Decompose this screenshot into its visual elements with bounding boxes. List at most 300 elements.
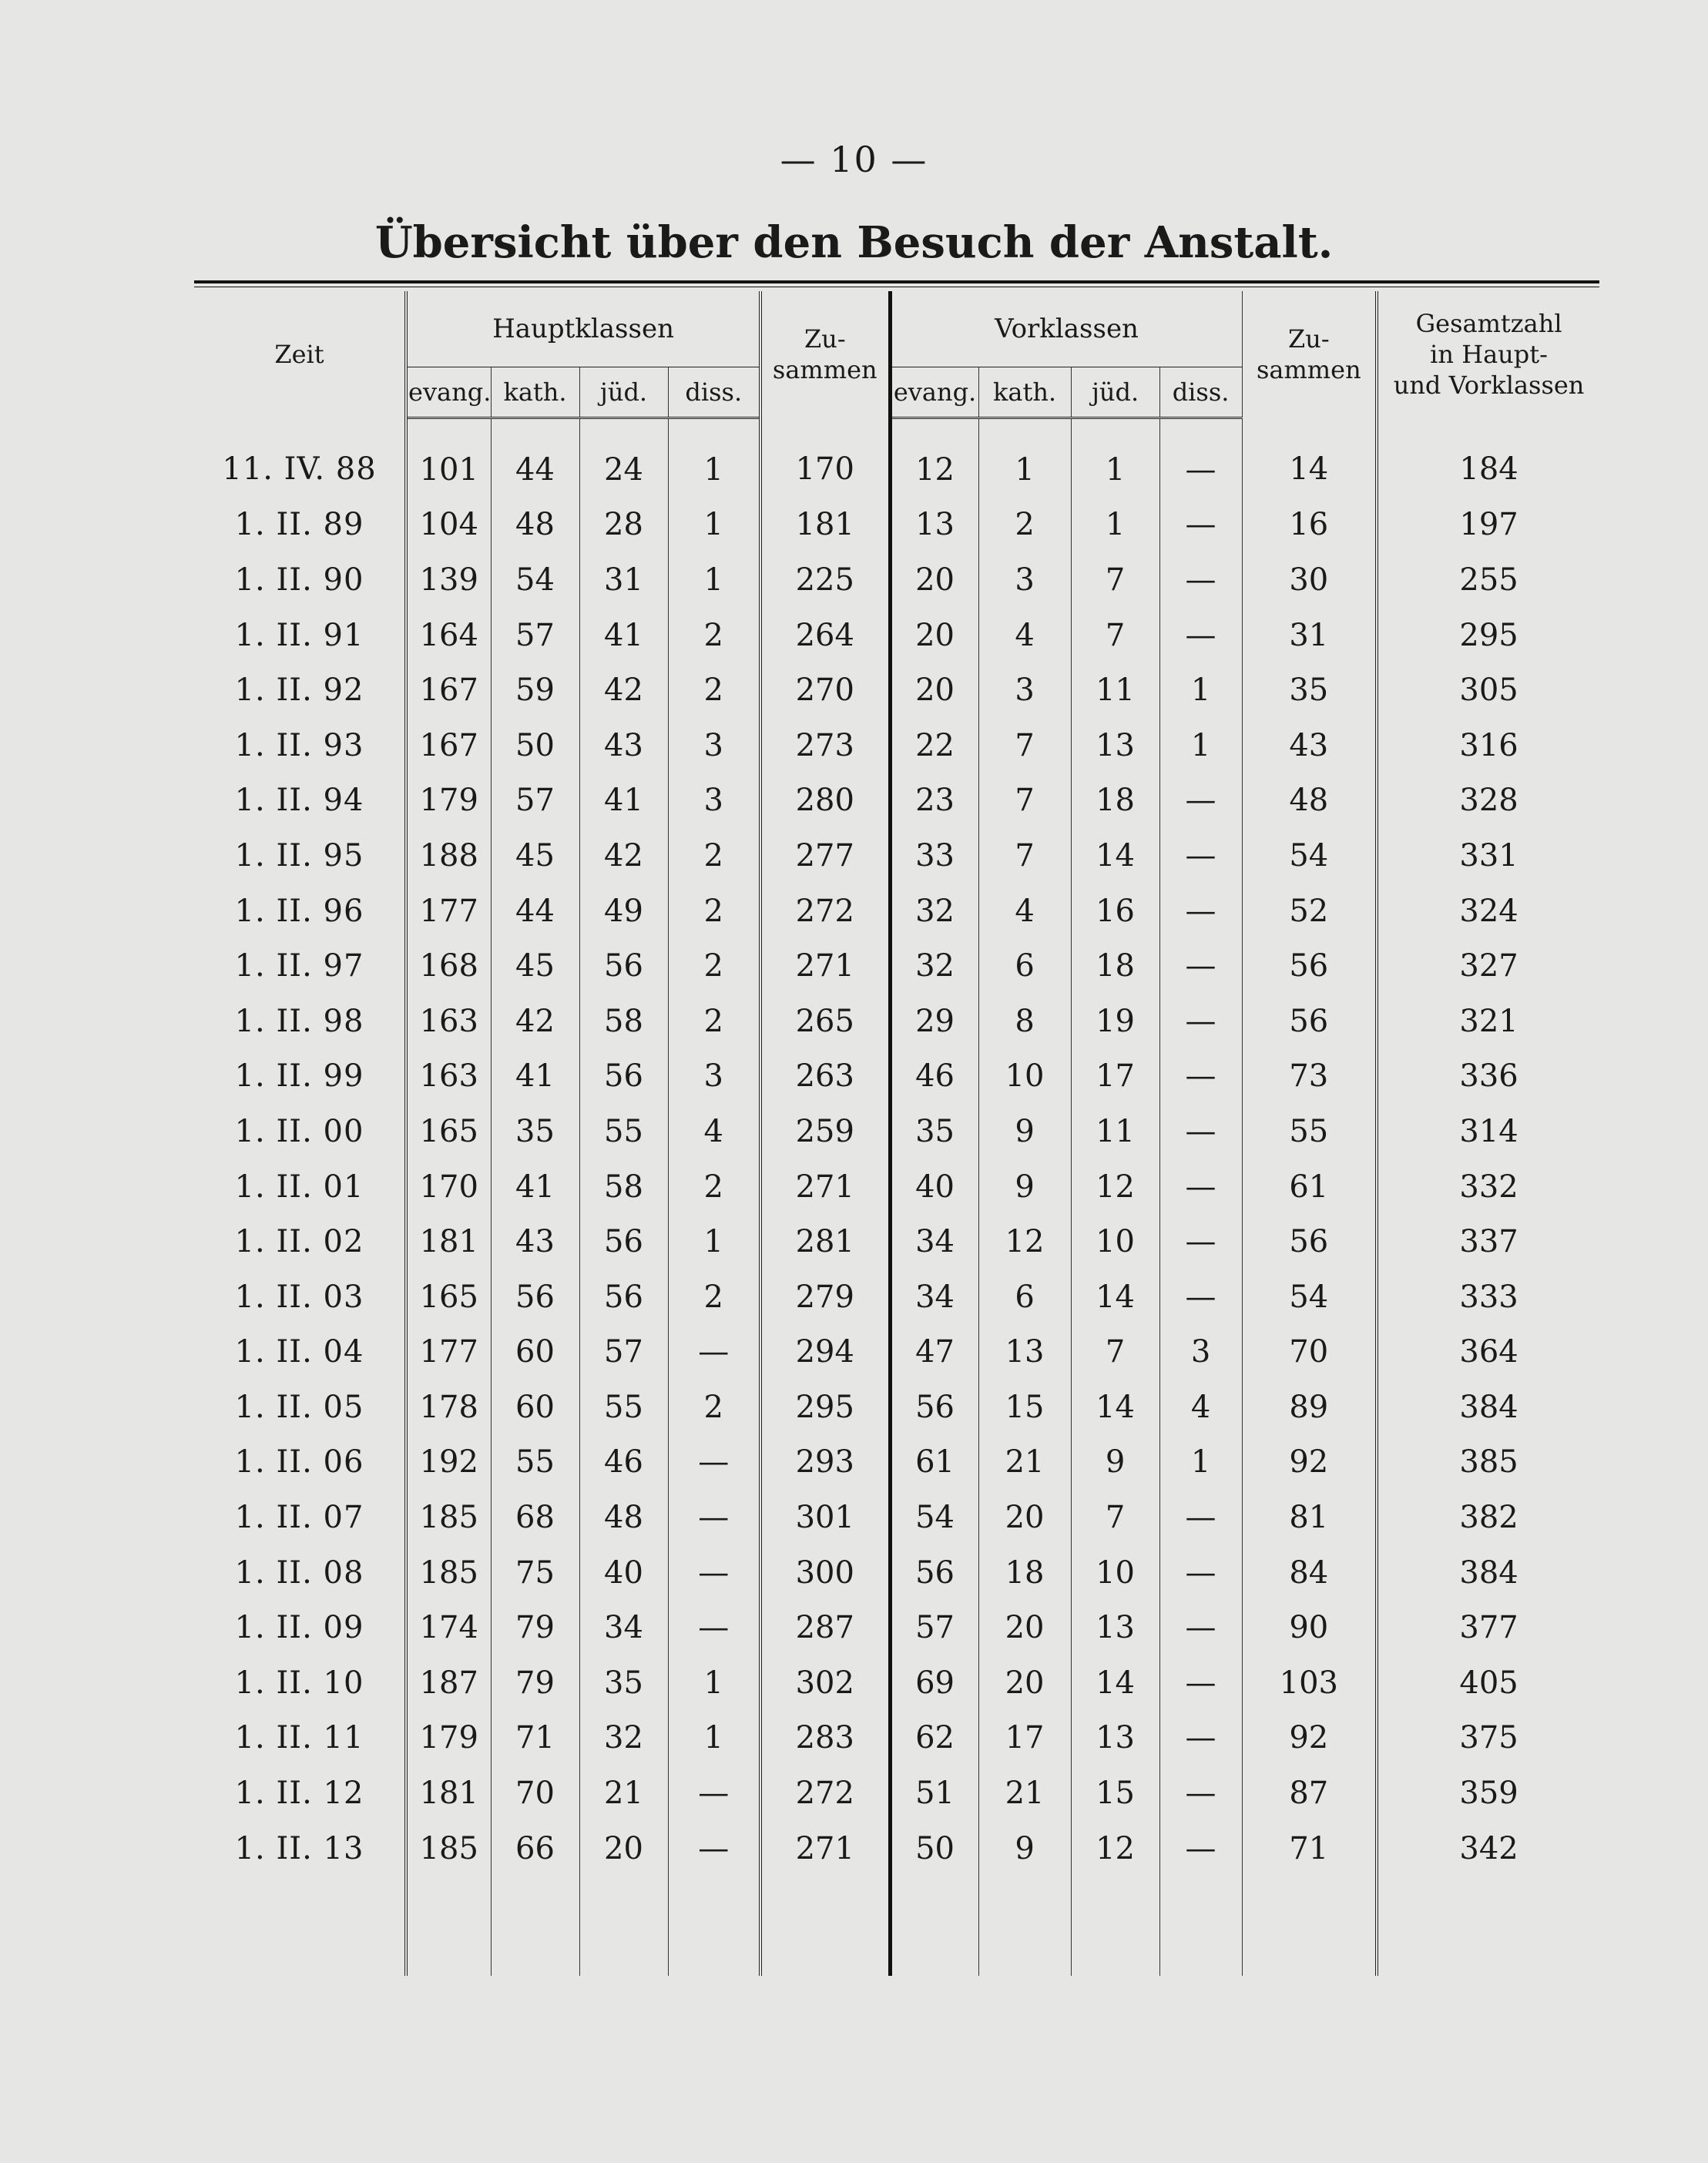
cell-gesamtzahl: 359 — [1377, 1766, 1599, 1821]
cell-vor-evang: 32 — [890, 884, 978, 939]
table-row — [194, 1711, 1599, 1766]
cell-haupt-evang: 185 — [406, 1821, 491, 1876]
cell-vor-kath: 13 — [978, 1325, 1071, 1380]
cell-vor-jued: 10 — [1071, 1214, 1159, 1269]
attendance-table — [194, 291, 1599, 1976]
cell-vor-jued: 7 — [1071, 552, 1159, 608]
header-vor-evang: evang. — [890, 367, 978, 418]
cell-vor-zusammen: 35 — [1242, 662, 1377, 718]
cell-haupt-kath: 42 — [491, 994, 579, 1049]
cell-haupt-jued: 49 — [579, 884, 668, 939]
cell-vor-diss: 3 — [1159, 1325, 1242, 1380]
cell-vor-jued: 7 — [1071, 1490, 1159, 1545]
table-row — [194, 1159, 1599, 1215]
cell-haupt-diss: 3 — [668, 773, 760, 829]
cell-vor-jued: 16 — [1071, 884, 1159, 939]
cell-haupt-jued: 56 — [579, 1049, 668, 1105]
cell-vor-zusammen: 54 — [1242, 1269, 1377, 1325]
cell-haupt-jued: 20 — [579, 1821, 668, 1876]
cell-haupt-zusammen: 280 — [760, 773, 890, 829]
cell-gesamtzahl: 337 — [1377, 1214, 1599, 1269]
cell-vor-diss: — — [1159, 418, 1242, 498]
cell-vor-zusammen: 56 — [1242, 938, 1377, 994]
cell-gesamtzahl: 197 — [1377, 498, 1599, 553]
cell-haupt-kath: 54 — [491, 552, 579, 608]
cell-haupt-zusammen: 259 — [760, 1104, 890, 1159]
spacer-cell — [406, 1876, 491, 1976]
cell-zeit: 1. II. 11 — [234, 1720, 364, 1756]
cell-vor-diss: — — [1159, 938, 1242, 994]
table-row — [194, 1325, 1599, 1380]
header-gesamtzahl-line3: und Vorklassen — [1393, 371, 1585, 401]
cell-haupt-diss: 2 — [668, 884, 760, 939]
cell-haupt-diss: 2 — [668, 1159, 760, 1215]
cell-haupt-kath: 45 — [491, 938, 579, 994]
cell-haupt-zusammen: 271 — [760, 938, 890, 994]
cell-haupt-evang: 163 — [406, 1049, 491, 1105]
table-row — [194, 828, 1599, 884]
cell-vor-jued: 7 — [1071, 608, 1159, 663]
cell-haupt-evang: 187 — [406, 1655, 491, 1711]
cell-haupt-kath: 43 — [491, 1214, 579, 1269]
cell-gesamtzahl: 377 — [1377, 1600, 1599, 1655]
cell-vor-evang: 20 — [890, 608, 978, 663]
table-row — [194, 1104, 1599, 1159]
cell-haupt-zusammen: 287 — [760, 1600, 890, 1655]
cell-zeit: 1. II. 99 — [234, 1058, 364, 1095]
cell-haupt-diss: 3 — [668, 1049, 760, 1105]
cell-zeit: 1. II. 03 — [234, 1279, 364, 1315]
cell-haupt-kath: 68 — [491, 1490, 579, 1545]
cell-zeit: 1. II. 04 — [234, 1334, 364, 1370]
cell-vor-diss: — — [1159, 1159, 1242, 1215]
cell-vor-evang: 20 — [890, 552, 978, 608]
cell-haupt-diss: 2 — [668, 994, 760, 1049]
cell-haupt-zusammen: 281 — [760, 1214, 890, 1269]
cell-vor-kath: 20 — [978, 1600, 1071, 1655]
cell-vor-jued: 13 — [1071, 1600, 1159, 1655]
cell-vor-diss: — — [1159, 1711, 1242, 1766]
cell-haupt-kath: 70 — [491, 1766, 579, 1821]
cell-vor-diss: — — [1159, 1049, 1242, 1105]
cell-zeit: 1. II. 13 — [234, 1830, 364, 1866]
cell-haupt-jued: 24 — [579, 418, 668, 498]
cell-zeit: 1. II. 08 — [234, 1554, 364, 1591]
cell-haupt-evang: 185 — [406, 1490, 491, 1545]
cell-gesamtzahl: 324 — [1377, 884, 1599, 939]
cell-vor-diss: — — [1159, 1214, 1242, 1269]
spacer-cell — [194, 1876, 406, 1976]
cell-vor-diss: 1 — [1159, 1435, 1242, 1491]
cell-vor-evang: 34 — [890, 1214, 978, 1269]
cell-haupt-diss: 1 — [668, 498, 760, 553]
cell-zeit: 1. II. 98 — [234, 1003, 364, 1039]
cell-vor-diss: — — [1159, 608, 1242, 663]
cell-haupt-diss: 2 — [668, 1269, 760, 1325]
cell-vor-jued: 9 — [1071, 1435, 1159, 1491]
cell-haupt-jued: 31 — [579, 552, 668, 608]
cell-haupt-evang: 177 — [406, 884, 491, 939]
cell-haupt-evang: 168 — [406, 938, 491, 994]
cell-zeit: 1. II. 96 — [234, 893, 364, 929]
spacer-cell — [890, 1876, 978, 1976]
top-rule — [194, 280, 1599, 287]
cell-haupt-jued: 56 — [579, 1269, 668, 1325]
cell-vor-zusammen: 103 — [1242, 1655, 1377, 1711]
spacer-cell — [668, 1876, 760, 1976]
table-row — [194, 773, 1599, 829]
cell-haupt-kath: 79 — [491, 1655, 579, 1711]
cell-haupt-kath: 45 — [491, 828, 579, 884]
cell-gesamtzahl: 255 — [1377, 552, 1599, 608]
table-row — [194, 418, 1599, 498]
cell-haupt-zusammen: 295 — [760, 1380, 890, 1435]
cell-haupt-jued: 56 — [579, 938, 668, 994]
cell-vor-jued: 13 — [1071, 718, 1159, 773]
cell-haupt-jued: 35 — [579, 1655, 668, 1711]
cell-gesamtzahl: 314 — [1377, 1104, 1599, 1159]
cell-vor-diss: — — [1159, 994, 1242, 1049]
cell-vor-diss: — — [1159, 1766, 1242, 1821]
cell-haupt-evang: 178 — [406, 1380, 491, 1435]
cell-gesamtzahl: 384 — [1377, 1545, 1599, 1601]
cell-vor-jued: 19 — [1071, 994, 1159, 1049]
cell-haupt-kath: 35 — [491, 1104, 579, 1159]
cell-haupt-zusammen: 300 — [760, 1545, 890, 1601]
cell-haupt-diss: — — [668, 1600, 760, 1655]
cell-vor-kath: 7 — [978, 718, 1071, 773]
cell-vor-kath: 21 — [978, 1435, 1071, 1491]
cell-vor-diss: 1 — [1159, 718, 1242, 773]
table-row — [194, 1600, 1599, 1655]
table-row — [194, 552, 1599, 608]
cell-vor-diss: — — [1159, 498, 1242, 553]
cell-haupt-diss: 3 — [668, 718, 760, 773]
header-gesamtzahl-line2: in Haupt- — [1430, 340, 1548, 370]
cell-haupt-kath: 44 — [491, 418, 579, 498]
cell-haupt-zusammen: 272 — [760, 1766, 890, 1821]
cell-haupt-diss: 2 — [668, 828, 760, 884]
cell-haupt-kath: 75 — [491, 1545, 579, 1601]
cell-haupt-diss: — — [668, 1325, 760, 1380]
cell-vor-evang: 69 — [890, 1655, 978, 1711]
cell-haupt-kath: 60 — [491, 1325, 579, 1380]
cell-haupt-evang: 181 — [406, 1214, 491, 1269]
cell-vor-zusammen: 14 — [1242, 418, 1377, 498]
spacer-cell — [1377, 1876, 1599, 1976]
table-row — [194, 1380, 1599, 1435]
cell-vor-zusammen: 55 — [1242, 1104, 1377, 1159]
table-row — [194, 1545, 1599, 1601]
cell-vor-diss: — — [1159, 1545, 1242, 1601]
table-row — [194, 1435, 1599, 1491]
cell-vor-diss: 1 — [1159, 662, 1242, 718]
cell-vor-diss: — — [1159, 884, 1242, 939]
cell-vor-kath: 20 — [978, 1490, 1071, 1545]
spacer-cell — [491, 1876, 579, 1976]
header-haupt-diss: diss. — [668, 367, 760, 418]
cell-vor-jued: 10 — [1071, 1545, 1159, 1601]
cell-zeit: 1. II. 89 — [234, 507, 364, 543]
cell-vor-evang: 35 — [890, 1104, 978, 1159]
cell-haupt-evang: 188 — [406, 828, 491, 884]
cell-haupt-diss: 2 — [668, 1380, 760, 1435]
cell-vor-kath: 7 — [978, 773, 1071, 829]
cell-vor-zusammen: 56 — [1242, 994, 1377, 1049]
cell-vor-zusammen: 43 — [1242, 718, 1377, 773]
cell-haupt-diss: 4 — [668, 1104, 760, 1159]
table-row — [194, 498, 1599, 553]
cell-zeit: 1. II. 10 — [234, 1665, 364, 1701]
cell-haupt-jued: 58 — [579, 1159, 668, 1215]
cell-haupt-zusammen: 294 — [760, 1325, 890, 1380]
cell-haupt-evang: 163 — [406, 994, 491, 1049]
cell-vor-zusammen: 56 — [1242, 1214, 1377, 1269]
cell-haupt-jued: 41 — [579, 608, 668, 663]
header-zeit: Zeit — [274, 340, 324, 370]
cell-vor-evang: 12 — [890, 418, 978, 498]
table-row — [194, 718, 1599, 773]
header-vorklassen: Vorklassen — [890, 291, 1242, 367]
spacer-cell — [978, 1876, 1071, 1976]
cell-vor-zusammen: 70 — [1242, 1325, 1377, 1380]
cell-zeit: 1. II. 12 — [234, 1776, 364, 1812]
cell-haupt-evang: 139 — [406, 552, 491, 608]
cell-vor-kath: 17 — [978, 1711, 1071, 1766]
cell-haupt-diss: — — [668, 1766, 760, 1821]
cell-vor-evang: 29 — [890, 994, 978, 1049]
cell-haupt-kath: 48 — [491, 498, 579, 553]
page-number: — 10 — — [780, 139, 928, 180]
cell-haupt-diss: — — [668, 1435, 760, 1491]
cell-haupt-zusammen: 283 — [760, 1711, 890, 1766]
cell-gesamtzahl: 327 — [1377, 938, 1599, 994]
cell-haupt-evang: 179 — [406, 1711, 491, 1766]
cell-vor-evang: 20 — [890, 662, 978, 718]
cell-vor-jued: 14 — [1071, 1655, 1159, 1711]
cell-vor-zusammen: 52 — [1242, 884, 1377, 939]
cell-haupt-zusammen: 273 — [760, 718, 890, 773]
cell-vor-jued: 1 — [1071, 498, 1159, 553]
cell-vor-evang: 57 — [890, 1600, 978, 1655]
cell-gesamtzahl: 384 — [1377, 1380, 1599, 1435]
cell-gesamtzahl: 375 — [1377, 1711, 1599, 1766]
cell-vor-evang: 22 — [890, 718, 978, 773]
cell-haupt-evang: 192 — [406, 1435, 491, 1491]
cell-zeit: 1. II. 95 — [234, 837, 364, 874]
cell-vor-kath: 4 — [978, 608, 1071, 663]
cell-gesamtzahl: 333 — [1377, 1269, 1599, 1325]
header-vor-kath: kath. — [978, 367, 1071, 418]
cell-vor-diss: — — [1159, 1821, 1242, 1876]
cell-vor-zusammen: 89 — [1242, 1380, 1377, 1435]
cell-haupt-evang: 101 — [406, 418, 491, 498]
spacer-cell — [1242, 1876, 1377, 1976]
cell-haupt-kath: 60 — [491, 1380, 579, 1435]
cell-vor-evang: 56 — [890, 1380, 978, 1435]
table-body — [194, 418, 1599, 1977]
cell-haupt-jued: 48 — [579, 1490, 668, 1545]
cell-haupt-zusammen: 271 — [760, 1159, 890, 1215]
header-zusammen-vor-line1: Zu- — [1287, 324, 1330, 354]
cell-haupt-kath: 79 — [491, 1600, 579, 1655]
spacer-cell — [1159, 1876, 1242, 1976]
cell-haupt-diss: 2 — [668, 662, 760, 718]
cell-haupt-zusammen: 302 — [760, 1655, 890, 1711]
cell-vor-evang: 50 — [890, 1821, 978, 1876]
cell-haupt-kath: 44 — [491, 884, 579, 939]
cell-vor-kath: 15 — [978, 1380, 1071, 1435]
cell-vor-kath: 6 — [978, 938, 1071, 994]
cell-vor-evang: 33 — [890, 828, 978, 884]
cell-zeit: 1. II. 02 — [234, 1224, 364, 1260]
cell-gesamtzahl: 385 — [1377, 1435, 1599, 1491]
cell-haupt-kath: 71 — [491, 1711, 579, 1766]
cell-haupt-evang: 177 — [406, 1325, 491, 1380]
cell-vor-evang: 54 — [890, 1490, 978, 1545]
cell-vor-zusammen: 54 — [1242, 828, 1377, 884]
cell-vor-kath: 12 — [978, 1214, 1071, 1269]
cell-vor-kath: 2 — [978, 498, 1071, 553]
cell-haupt-evang: 181 — [406, 1766, 491, 1821]
cell-zeit: 1. II. 05 — [234, 1389, 364, 1425]
cell-haupt-zusammen: 225 — [760, 552, 890, 608]
cell-vor-zusammen: 71 — [1242, 1821, 1377, 1876]
cell-haupt-evang: 164 — [406, 608, 491, 663]
cell-haupt-kath: 59 — [491, 662, 579, 718]
cell-zeit: 1. II. 01 — [234, 1169, 364, 1205]
cell-vor-diss: 4 — [1159, 1380, 1242, 1435]
cell-zeit: 1. II. 93 — [234, 727, 364, 763]
header-zusammen-haupt-line1: Zu- — [804, 324, 846, 354]
cell-gesamtzahl: 316 — [1377, 718, 1599, 773]
cell-vor-jued: 14 — [1071, 1269, 1159, 1325]
table-row — [194, 994, 1599, 1049]
cell-haupt-diss: 1 — [668, 1655, 760, 1711]
cell-haupt-jued: 21 — [579, 1766, 668, 1821]
cell-haupt-evang: 167 — [406, 662, 491, 718]
cell-zeit: 1. II. 90 — [234, 562, 364, 598]
cell-vor-kath: 9 — [978, 1104, 1071, 1159]
cell-gesamtzahl: 295 — [1377, 608, 1599, 663]
cell-zeit: 1. II. 06 — [234, 1444, 364, 1481]
cell-vor-diss: — — [1159, 828, 1242, 884]
cell-vor-diss: — — [1159, 552, 1242, 608]
header-zusammen-vor-line2: sammen — [1256, 355, 1361, 385]
cell-gesamtzahl: 336 — [1377, 1049, 1599, 1105]
cell-vor-evang: 13 — [890, 498, 978, 553]
cell-vor-jued: 18 — [1071, 773, 1159, 829]
cell-zeit: 11. IV. 88 — [222, 451, 377, 488]
cell-vor-zusammen: 92 — [1242, 1435, 1377, 1491]
cell-gesamtzahl: 405 — [1377, 1655, 1599, 1711]
spacer-cell — [1071, 1876, 1159, 1976]
cell-haupt-evang: 174 — [406, 1600, 491, 1655]
cell-vor-jued: 13 — [1071, 1711, 1159, 1766]
cell-vor-kath: 9 — [978, 1159, 1071, 1215]
cell-haupt-jued: 34 — [579, 1600, 668, 1655]
cell-haupt-zusammen: 265 — [760, 994, 890, 1049]
cell-vor-zusammen: 73 — [1242, 1049, 1377, 1105]
cell-haupt-kath: 41 — [491, 1159, 579, 1215]
cell-haupt-jued: 41 — [579, 773, 668, 829]
cell-haupt-evang: 104 — [406, 498, 491, 553]
cell-haupt-jued: 40 — [579, 1545, 668, 1601]
cell-vor-zusammen: 84 — [1242, 1545, 1377, 1601]
cell-vor-jued: 15 — [1071, 1766, 1159, 1821]
cell-vor-evang: 40 — [890, 1159, 978, 1215]
cell-gesamtzahl: 184 — [1377, 418, 1599, 498]
cell-haupt-diss: 1 — [668, 418, 760, 498]
cell-gesamtzahl: 382 — [1377, 1490, 1599, 1545]
cell-haupt-zusammen: 263 — [760, 1049, 890, 1105]
cell-haupt-jued: 56 — [579, 1214, 668, 1269]
cell-zeit: 1. II. 09 — [234, 1610, 364, 1646]
cell-gesamtzahl: 321 — [1377, 994, 1599, 1049]
cell-vor-kath: 3 — [978, 552, 1071, 608]
table-row — [194, 1490, 1599, 1545]
cell-vor-jued: 18 — [1071, 938, 1159, 994]
cell-vor-jued: 14 — [1071, 1380, 1159, 1435]
cell-haupt-diss: — — [668, 1545, 760, 1601]
cell-vor-jued: 17 — [1071, 1049, 1159, 1105]
cell-zeit: 1. II. 92 — [234, 672, 364, 709]
cell-haupt-kath: 57 — [491, 773, 579, 829]
cell-haupt-jued: 55 — [579, 1104, 668, 1159]
table-row — [194, 938, 1599, 994]
cell-vor-kath: 18 — [978, 1545, 1071, 1601]
cell-vor-kath: 20 — [978, 1655, 1071, 1711]
cell-haupt-jued: 28 — [579, 498, 668, 553]
cell-vor-diss: — — [1159, 1269, 1242, 1325]
cell-haupt-kath: 55 — [491, 1435, 579, 1491]
cell-haupt-jued: 46 — [579, 1435, 668, 1491]
cell-vor-diss: — — [1159, 1104, 1242, 1159]
cell-haupt-zusammen: 279 — [760, 1269, 890, 1325]
spacer-cell — [760, 1876, 890, 1976]
cell-haupt-diss: 2 — [668, 608, 760, 663]
header-zusammen-haupt — [760, 291, 890, 418]
cell-vor-kath: 1 — [978, 418, 1071, 498]
cell-vor-zusammen: 61 — [1242, 1159, 1377, 1215]
cell-zeit: 1. II. 97 — [234, 948, 364, 984]
cell-haupt-zusammen: 264 — [760, 608, 890, 663]
cell-vor-zusammen: 81 — [1242, 1490, 1377, 1545]
cell-haupt-jued: 42 — [579, 828, 668, 884]
cell-haupt-diss: 1 — [668, 1214, 760, 1269]
cell-vor-diss: — — [1159, 1490, 1242, 1545]
cell-vor-evang: 51 — [890, 1766, 978, 1821]
cell-haupt-kath: 56 — [491, 1269, 579, 1325]
cell-vor-zusammen: 87 — [1242, 1766, 1377, 1821]
cell-vor-kath: 8 — [978, 994, 1071, 1049]
cell-vor-evang: 61 — [890, 1435, 978, 1491]
cell-zeit: 1. II. 00 — [234, 1113, 364, 1149]
header-vor-diss: diss. — [1159, 367, 1242, 418]
cell-vor-zusammen: 30 — [1242, 552, 1377, 608]
cell-vor-jued: 1 — [1071, 418, 1159, 498]
header-haupt-jued: jüd. — [579, 367, 668, 418]
cell-haupt-jued: 57 — [579, 1325, 668, 1380]
cell-gesamtzahl: 364 — [1377, 1325, 1599, 1380]
table-row — [194, 1766, 1599, 1821]
cell-haupt-jued: 43 — [579, 718, 668, 773]
cell-zeit: 1. II. 94 — [234, 783, 364, 819]
cell-gesamtzahl: 305 — [1377, 662, 1599, 718]
cell-haupt-zusammen: 293 — [760, 1435, 890, 1491]
cell-gesamtzahl: 342 — [1377, 1821, 1599, 1876]
cell-haupt-zusammen: 272 — [760, 884, 890, 939]
